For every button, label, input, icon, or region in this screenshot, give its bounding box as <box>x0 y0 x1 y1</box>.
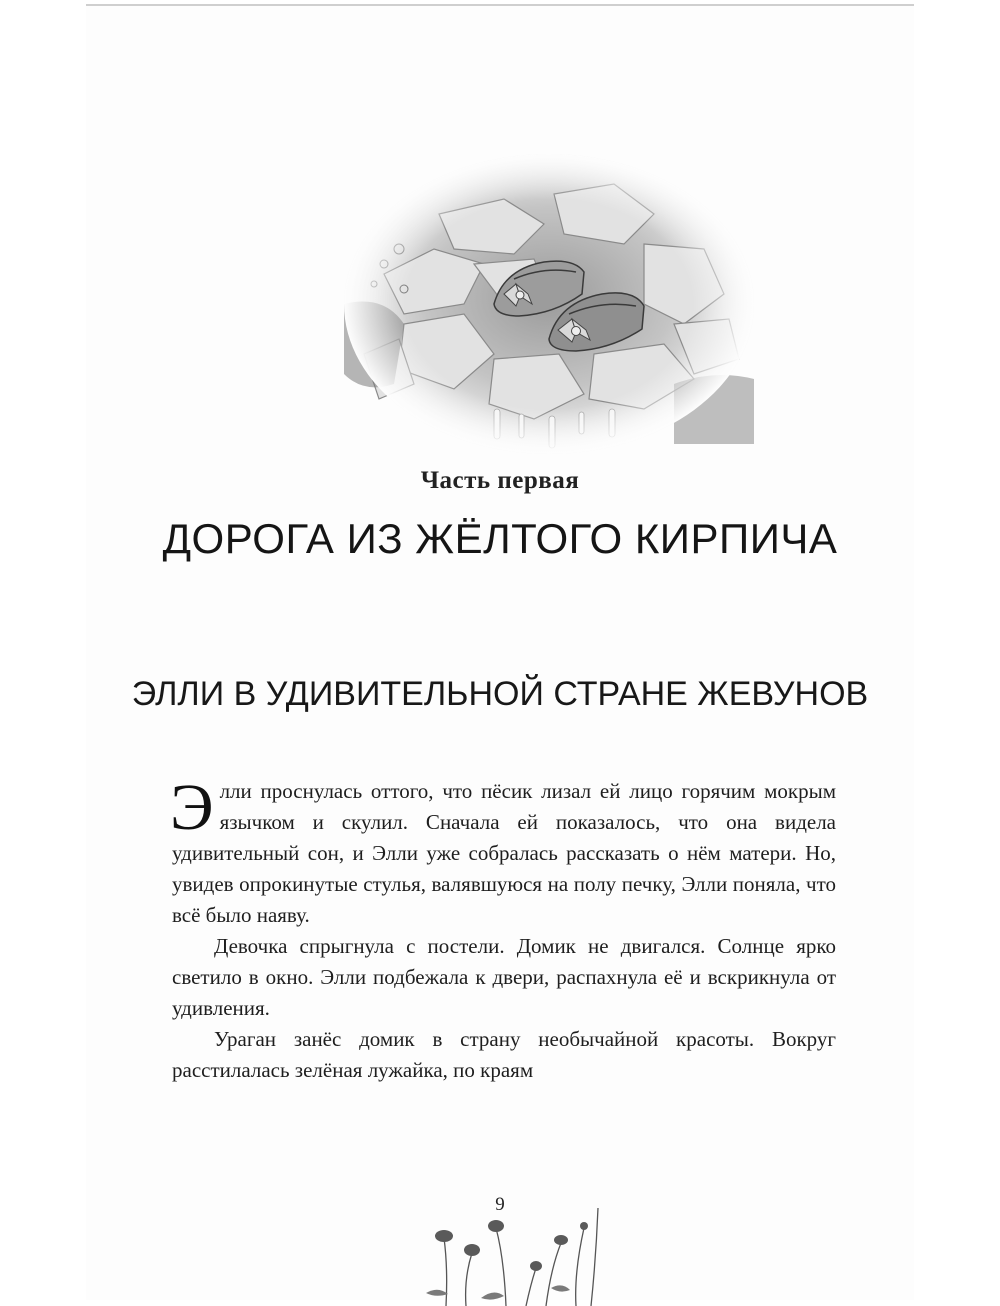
paragraph-text: лли проснулась оттого, что пёсик лизал ей лицо горячим мокрым язычком и скулил. Сначала ей показалось, что она видела удивительный сон, и Элли уже собралась рассказать о нём матери. Но, увидев опрокинутые стулья, валявшуюся на полу печку, Элли поняла, что всё было наяву. <box>172 779 836 927</box>
paragraph: Девочка спрыгнула с постели. Домик не двигался. Солнце ярко светило в окно. Элли подбежала к двери, распахнула её и вскрикнула от удивления. <box>172 934 836 1020</box>
book-page <box>86 6 914 1300</box>
paragraph <box>170 771 836 931</box>
part-title: ДОРОГА ИЗ ЖЁЛТОГО КИРПИЧА <box>162 515 838 562</box>
slippers-on-stones-illustration <box>344 154 754 454</box>
drop-cap: Э <box>170 771 214 844</box>
page-number: 9 <box>495 1194 505 1215</box>
part-label: Часть первая <box>420 467 580 494</box>
flowers-decoration <box>386 1198 616 1306</box>
chapter-title: ЭЛЛИ В УДИВИТЕЛЬНОЙ СТРАНЕ ЖЕВУНОВ <box>131 675 869 713</box>
chapter-body <box>170 771 836 1086</box>
paragraph: Ураган занёс домик в страну необычайной красоты. Вокруг расстилалась зелёная лужайка, по краям <box>172 1027 836 1082</box>
